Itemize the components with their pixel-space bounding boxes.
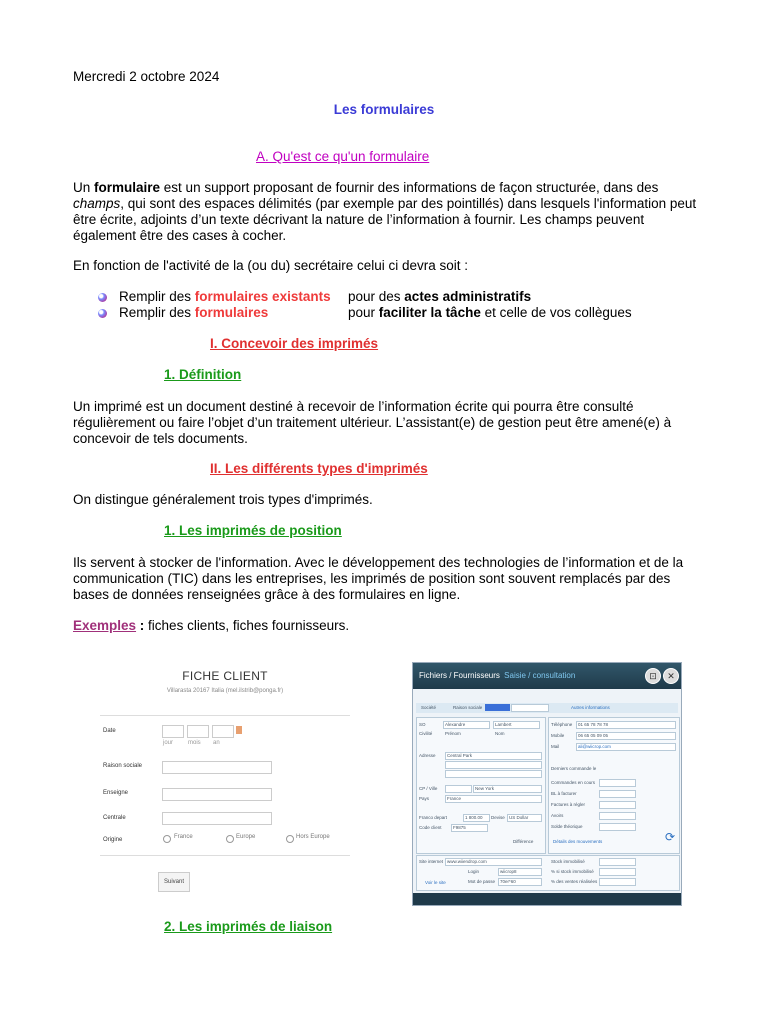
list-item: Remplir des formulaires existants pour des actes administratifs xyxy=(98,289,658,305)
fiche-client-subtitle: Villarasta 20167 Italia (mel.ilstrib@ponga.fr) xyxy=(166,688,284,694)
examples-label: Exemples xyxy=(73,618,137,633)
page-title: Les formulaires xyxy=(333,102,435,117)
fiche-client-title: FICHE CLIENT xyxy=(182,669,268,683)
fiche-client-image: FICHE CLIENT Villarasta 20167 Italia (mel.ilstrib@ponga.fr) Date jour mois an Raison sociale Enseigne Centrale Origine France Europe Hors Europe Suivant xyxy=(95,655,355,900)
position-heading: 1. Les imprimés de position xyxy=(164,523,342,538)
section-a-heading: A. Qu'est ce qu'un formulaire xyxy=(256,149,430,164)
definition-heading: 1. Définition xyxy=(164,367,242,382)
section-ii-heading: II. Les différents types d'imprimés xyxy=(210,461,428,476)
bullet-icon xyxy=(98,293,107,302)
close-icon: ✕ xyxy=(663,668,679,684)
bullet-icon xyxy=(98,309,107,318)
position-paragraph: Ils servent à stocker de l'information. Avec le développement des technologies de l’information et de la communication (TIC) dans les entreprises, les imprimés de position sont souvent remplacés par des bases de données renseignées grâce à des formulaires en ligne. xyxy=(73,555,684,602)
field-label: Date xyxy=(103,728,116,734)
document-date: Mercredi 2 octobre 2024 xyxy=(73,69,220,84)
types-paragraph: On distingue généralement trois types d'imprimés. xyxy=(73,492,373,507)
fournisseurs-image: Fichiers / Fournisseurs Saisie / consultation ⊡ ✕ Société Raison sociale Autres informations SO Alexandre Lambert Civilité Prénom Nom Adresse Central Park CP / Ville New York Pays France Franco depart 1 800.00 Devise US Dollar Code client F9875 Différence Téléphone 01 65 78 78 78 Mobile 06 65 05 09 05 Mail ali@wiicrop.com Derniers commande le Commandes en cours BL à facturer Factures à régler Avoirs Solde théorique Détails des mouvements ⟳ Site internet www.wiiendrop.com Login wiicrop8 Mot de passe 70er*60 Voir le site Stock immobilisé % si stock immobilisé % des ventes réalisées xyxy=(412,662,682,906)
activity-paragraph: En fonction de l'activité de la (ou du) secrétaire celui ci devra soit : xyxy=(73,258,469,273)
definition-paragraph: Un imprimé est un document destiné à recevoir de l’information écrite qui pourra être consulté régulièrement ou faire l’objet d’un traitement ultérieur. L’assistant(e) de gestion peut être amené(e) à concevoir de tels documents. xyxy=(73,399,672,446)
section-i-heading: I. Concevoir des imprimés xyxy=(210,336,379,351)
bullet-list xyxy=(98,289,658,321)
examples-line: Exemples : fiches clients, fiches fournisseurs. xyxy=(73,618,350,633)
liaison-heading: 2. Les imprimés de liaison xyxy=(164,919,333,934)
calendar-icon xyxy=(236,726,242,734)
intro-paragraph: Un formulaire est un support proposant de fournir des informations de façon structurée, dans des champs, qui sont des espaces délimités (par exemple par des pointillés) dans lesquels l'information peut être écrite, adjoints d’un texte décrivant la nature de l’information à fournir. Les champs peuvent également être des cases à cocher. xyxy=(73,180,697,243)
list-item: Remplir des formulaires pour faciliter la tâche et celle de vos collègues xyxy=(98,305,658,321)
lock-icon: ⊡ xyxy=(645,668,661,684)
suivant-button: Suivant xyxy=(158,872,190,892)
refresh-icon: ⟳ xyxy=(665,830,676,844)
